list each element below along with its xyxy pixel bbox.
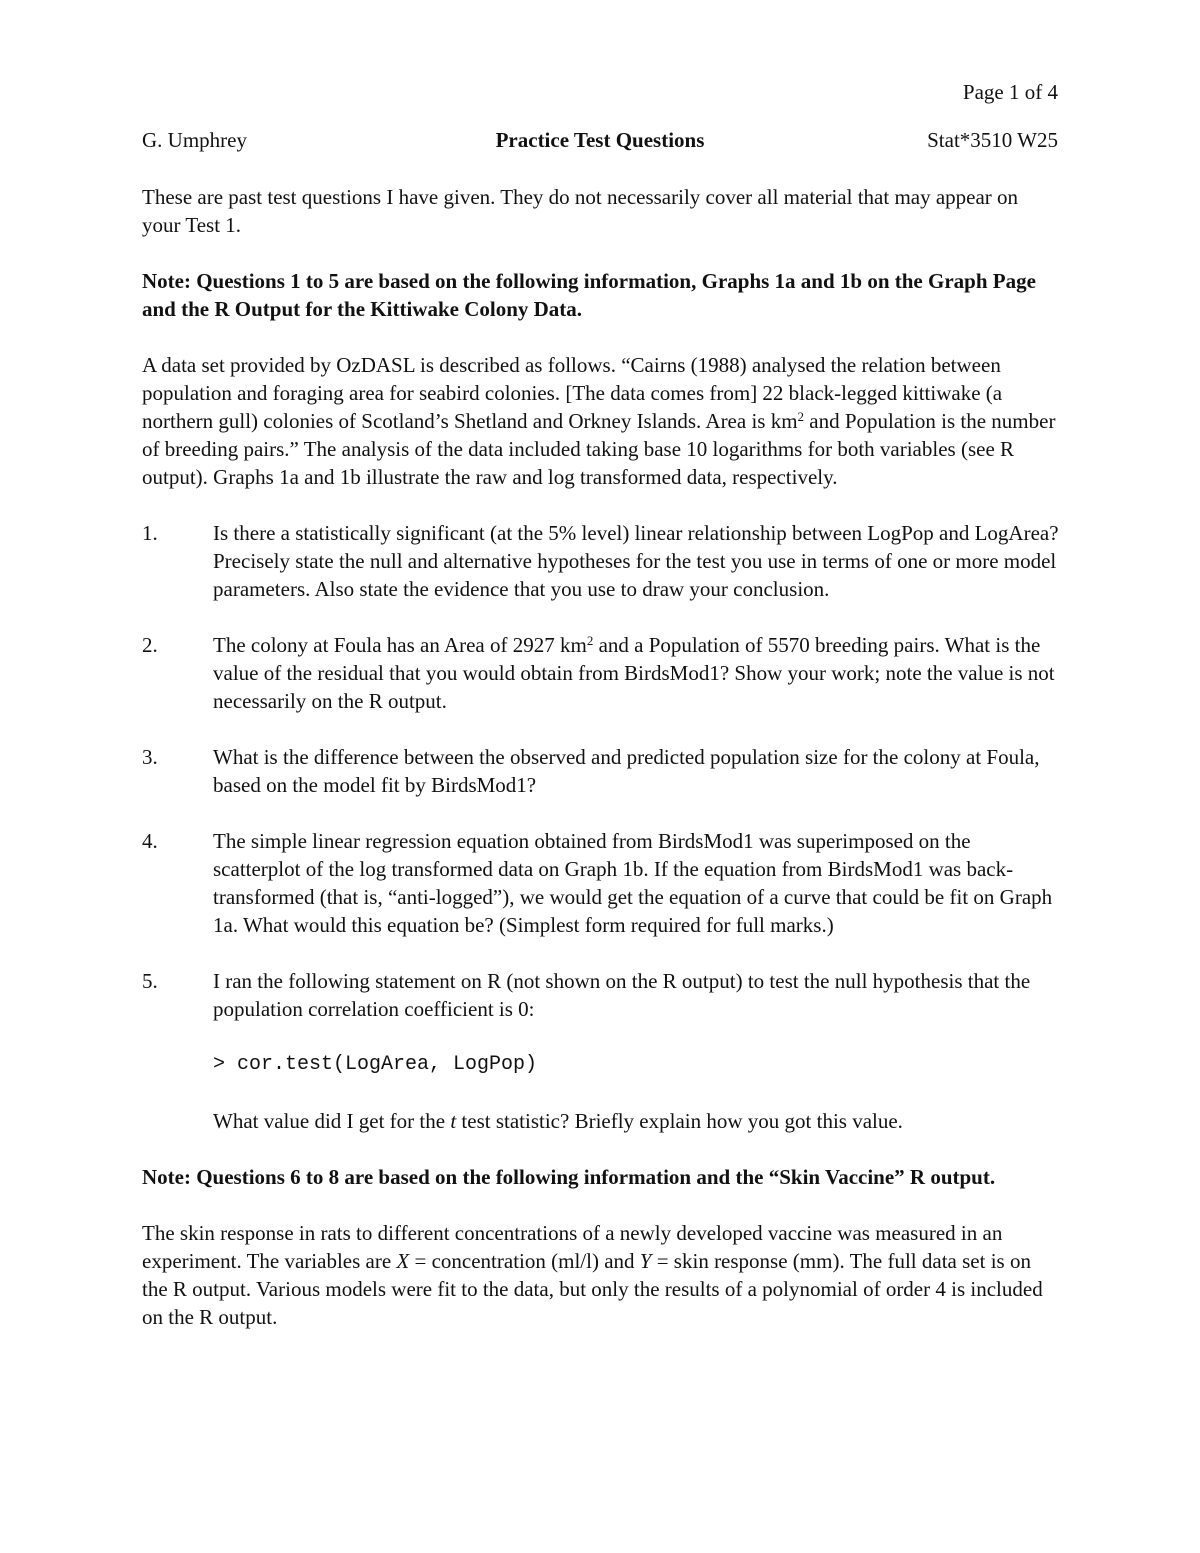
question-number: 4.	[142, 829, 158, 853]
question-3	[142, 743, 1060, 799]
question-4	[142, 827, 1060, 939]
question-text: The colony at Foula has an Area of 2927 $km^2$ and a Population of 5570 breeding pairs. What is the value of the residual that you would obtain from BirdsMod1? Show your work; note the value is not necessarily on the R output.	[213, 633, 1055, 713]
question-2	[142, 631, 1060, 715]
question-text: The simple linear regression equation obtained from BirdsMod1 was superimposed on the scatterplot of the log transformed data on Graph 1b. If the equation from BirdsMod1 was back-transformed (that is, “anti-logged”), we would get the equation of a curve that could be fit on Graph 1a. What would this equation be? (Simplest form required for full marks.)	[213, 829, 1053, 937]
document-body	[142, 183, 1060, 1359]
question-1	[142, 519, 1060, 603]
question-number: 5.	[142, 969, 158, 993]
question-text: What is the difference between the observed and predicted population size for the colony at Foula, based on the model fit by BirdsMod1?	[213, 745, 1040, 797]
skin-vaccine-paragraph: The skin response in rats to different concentrations of a newly developed vaccine was measured in an experiment. The variables are X = concentration (ml/l) and Y = skin response (mm). The full data set is on the R output. Various models were fit to the data, but only the results of a polynomial of order 4 is included on the R output.	[142, 1221, 1043, 1329]
question-number: 2.	[142, 633, 158, 657]
page-number: Page 1 of 4	[962, 80, 1058, 104]
document-title: Practice Test Questions	[495, 128, 705, 152]
note-questions-6-8: Note: Questions 6 to 8 are based on the following information and the “Skin Vaccine” R output.	[142, 1165, 996, 1189]
data-description-paragraph: A data set provided by OzDASL is described as follows. “Cairns (1988) analysed the relation between population and foraging area for seabird colonies. [The data comes from] 22 black-legged kittiwake (a northern gull) colonies of Scotland’s Shetland and Orkney Islands. Area is $km^2$ and Population is the number of breeding pairs.” The analysis of the data included taking base 10 logarithms for both variables (see R output). Graphs 1a and 1b illustrate the raw and log transformed data, respectively.	[142, 353, 1056, 489]
note-questions-1-5: Note: Questions 1 to 5 are based on the following information, Graphs 1a and 1b on the Graph Page and the R Output for the Kittiwake Colony Data.	[142, 269, 1036, 321]
question-text: I ran the following statement on R (not shown on the R output) to test the null hypothesis that the population correlation coefficient is 0:	[213, 969, 1031, 1021]
question-number: 1.	[142, 521, 158, 545]
r-code-statement: > cor.test(LogArea, LogPop)	[213, 1053, 538, 1076]
document-header	[142, 128, 1058, 158]
course-code: Stat*3510 W25	[927, 128, 1058, 152]
author-name: G. Umphrey	[142, 128, 247, 152]
question-text: What value did I get for the t test statistic? Briefly explain how you got this value.	[213, 1109, 903, 1133]
question-5-followup	[142, 1107, 1060, 1135]
intro-paragraph: These are past test questions I have given. They do not necessarily cover all material that may appear on your Test 1.	[142, 185, 1019, 237]
question-text: Is there a statistically significant (at the 5% level) linear relationship between LogPop and LogArea? Precisely state the null and alternative hypotheses for the test you use in terms of one or more model parameters. Also state the evidence that you use to draw your conclusion.	[213, 521, 1059, 601]
question-5	[142, 967, 1060, 1023]
question-number: 3.	[142, 745, 158, 769]
